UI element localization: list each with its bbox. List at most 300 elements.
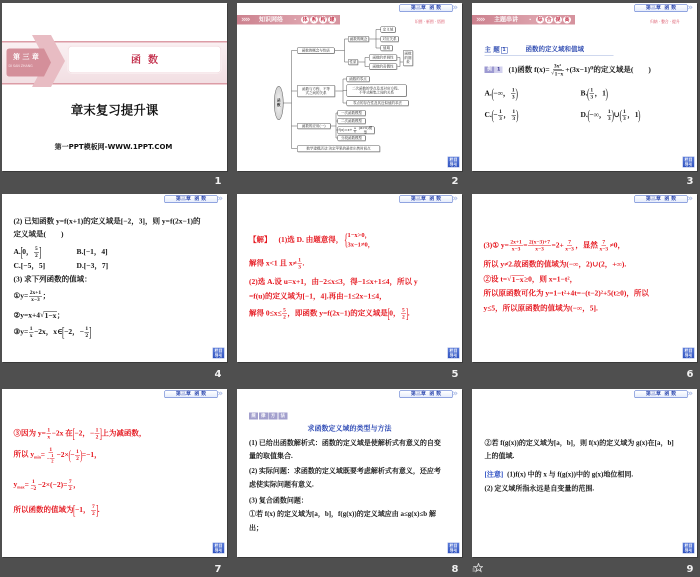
solution-text: ， xyxy=(73,480,81,489)
slide-thumbnail-2[interactable] xyxy=(237,3,462,171)
solution-text: . xyxy=(302,259,305,268)
chapter-badge: 第三章 函 数 xyxy=(165,196,218,204)
brace: { xyxy=(343,230,348,249)
radical-sign: √ xyxy=(551,69,555,76)
section-nav-button[interactable] xyxy=(448,543,460,554)
slide-thumbnail-7[interactable] xyxy=(2,389,227,557)
question-text: (2) 已知函数 y=f(x+1)的定义域是[−2，3]，则 y=f(2x−1)的 xyxy=(13,217,201,226)
title-box xyxy=(68,46,221,73)
denominator: 2 xyxy=(85,332,89,339)
solution-tag: 【解】 xyxy=(249,235,272,244)
bracket: [ xyxy=(72,425,75,441)
numerator: 7 xyxy=(602,239,606,246)
nav-label: 导引 xyxy=(214,353,223,358)
circled-char: 体 xyxy=(302,17,308,23)
fraction xyxy=(29,290,42,303)
fraction xyxy=(598,239,609,252)
denominator: 2 xyxy=(76,455,79,462)
slide-number: 6 xyxy=(686,369,694,380)
numerator: 1 xyxy=(85,325,89,332)
numerator: 1 xyxy=(31,478,35,485)
option-label: D. xyxy=(580,110,588,119)
numerator: 2x+1 xyxy=(510,239,522,246)
circled-char: 合 xyxy=(546,17,552,23)
example-number: 1 xyxy=(495,67,503,74)
slide-thumbnail-9[interactable] xyxy=(472,389,697,557)
topic-number: 1 xyxy=(502,47,506,53)
slide-canvas xyxy=(2,3,227,171)
fraction xyxy=(29,479,37,492)
denominator: x−3 xyxy=(511,245,521,252)
chapter-badge: 第三章 函 数 xyxy=(400,196,453,204)
double-chevron-right-icon: » xyxy=(687,194,693,204)
item-text: y= xyxy=(20,327,29,336)
slide-canvas: 第三章 函 数 » ②若 f(g(x))的定义域为[a，b]，则 f(x)的定义域为 g(x)在[a，b] 上的值域. [注意] (1)f(x) 中的 x 与 f(g(x))中的 g(x)地位相同. (2) 定义域所指永远是自变量的范围. 栏目 导引 xyxy=(484,389,693,553)
radicand: 1−x xyxy=(44,311,57,320)
node-text: f(x)=x+ xyxy=(338,128,353,133)
denominator: 3 xyxy=(590,93,594,100)
chapter-badge: 第三章 函 数 xyxy=(400,5,453,13)
denominator: 2 xyxy=(95,433,99,440)
equation: 1−x>0， xyxy=(347,231,372,239)
option-text: ，1 xyxy=(627,110,639,119)
solution-text: 所以函数的值域为 xyxy=(13,505,74,514)
numerator: 1 xyxy=(590,87,594,94)
denominator: −2 xyxy=(30,485,37,492)
nav-label: 栏目 xyxy=(684,543,693,548)
item-label: ③ xyxy=(13,327,21,336)
fraction xyxy=(297,257,302,270)
solution-text: (3)① y= xyxy=(483,241,509,250)
solution-text: 解得 0≤x≤ xyxy=(249,309,282,318)
chapter-pinyin: DI SAN ZHANG xyxy=(8,64,33,68)
bracket: ] xyxy=(38,244,42,260)
numerator: 1 xyxy=(76,448,79,455)
denominator: 2 xyxy=(92,510,95,517)
item-label: ① xyxy=(13,291,21,300)
circled-char: 高 xyxy=(564,17,570,23)
mindmap-node: 二次函数模型 xyxy=(338,118,366,124)
fraction xyxy=(29,326,34,339)
bracket: ( xyxy=(491,85,494,101)
fraction xyxy=(46,427,51,440)
mindmap-node: 值域 xyxy=(381,45,393,51)
slide-thumbnail-6[interactable] xyxy=(472,194,697,362)
slide-number: 3 xyxy=(686,176,694,187)
denominator: 2 xyxy=(35,252,38,259)
question-text: (3) 求下列函数的值域： xyxy=(13,275,92,284)
mindmap-node: 零点的存在性及其近似值的求法 xyxy=(347,100,409,106)
slide-thumbnail-5[interactable] xyxy=(237,194,462,362)
bracket: ] xyxy=(405,305,409,321)
solution-text: 0， xyxy=(389,309,401,318)
denominator: x−3 xyxy=(565,245,574,252)
slide-canvas: 第三章 函 数 » 规 律 方 法 求函数定义域的类型与方法 (1) 已给出函数解析式：函数的定义域是使解析式有意义的自变 量的取值集合. (2) 实际问题：求函数的定义域既要考虑解析式有意义，还应考 虑使实际问题有意义. (3) 复合函数问题： ①若 f(x) 的定义域为[a，b]，f(g(x))的定义域应由 a≤g(x)≤b 解 出； 栏目 导引 xyxy=(237,389,462,557)
option-text: 0， xyxy=(22,247,34,256)
section-motto: 归纳 · 整合 · 提升 xyxy=(650,19,680,24)
separator-dot: · xyxy=(294,16,297,23)
option-label: B. xyxy=(76,247,84,256)
option-text: ∪ xyxy=(613,110,620,119)
note-text: (1)f(x) 中的 x 与 f(g(x))中的 g(x)地位相同. xyxy=(507,471,634,479)
bracket: [ xyxy=(20,244,23,260)
slide-title: 函 数 xyxy=(131,53,158,66)
solution-text: = xyxy=(24,480,29,489)
slide-number: 2 xyxy=(451,176,459,187)
slide-number: 9 xyxy=(686,564,694,575)
numerator: 5 xyxy=(283,307,286,314)
circled-char: 构 xyxy=(320,17,326,23)
nav-label: 栏目 xyxy=(684,157,693,162)
slide-footer: 第一PPT模板网-WWW.1PPT.COM xyxy=(54,143,173,151)
slide-number: 4 xyxy=(214,369,222,380)
fraction xyxy=(353,127,357,134)
bracket: ) xyxy=(637,107,641,123)
denominator xyxy=(46,453,56,464)
equation-system xyxy=(347,231,374,250)
mindmap-node: 数学建模活动:决定苹果的最佳出售时间点 xyxy=(297,146,380,153)
example-label: 例 xyxy=(485,67,495,74)
denominator: x xyxy=(47,433,51,440)
circled-char: 系 xyxy=(311,17,317,23)
y-min-label xyxy=(14,451,41,460)
bracket: ( xyxy=(68,447,71,463)
numerator: 2(x−3)+7 xyxy=(529,239,550,246)
denominator: 2 xyxy=(402,313,405,320)
item-text: ； xyxy=(56,311,65,320)
bracket: [ xyxy=(62,324,65,340)
example-tag xyxy=(485,67,503,74)
section-nav-button[interactable] xyxy=(683,157,695,168)
bracket: ) xyxy=(605,85,608,101)
radical-sign: √ xyxy=(40,310,45,319)
denominator: x−3 xyxy=(31,296,40,303)
denominator: x−3 xyxy=(535,245,544,252)
nav-label: 导引 xyxy=(449,353,458,358)
mindmap-node: 函数的图象 xyxy=(404,51,412,65)
solution-text: 所以 y xyxy=(13,450,35,459)
double-chevron-right-icon: » xyxy=(217,194,223,204)
bracket: [ xyxy=(73,502,76,518)
denominator: x xyxy=(29,332,33,339)
nav-label: 栏目 xyxy=(214,543,223,548)
topic-tag-label: 主 题 xyxy=(484,46,500,54)
header-chevron-icon: »» xyxy=(476,14,484,25)
question-text: 的定义域是( ) xyxy=(593,65,651,74)
option-text: [−3，7] xyxy=(83,261,109,270)
item-text: ； xyxy=(42,291,51,300)
section-motto: 识图 · 析图 · 悟图 xyxy=(415,19,445,24)
circled-char: 综 xyxy=(537,17,543,23)
nav-label: 栏目 xyxy=(449,157,458,162)
chapter-badge: 第三章 函 数 xyxy=(635,391,688,399)
separator-dot: · xyxy=(529,16,532,23)
solution-text: =2+ xyxy=(551,241,564,250)
mindmap-node: 性质 xyxy=(349,59,357,64)
bracket: ( xyxy=(587,107,590,123)
bracket: ) xyxy=(515,85,519,101)
bracket: [ xyxy=(387,305,390,321)
mindmap-node: 函数的零点 xyxy=(347,76,370,82)
item-text: −2x，x∈ xyxy=(34,327,63,336)
solution-text: ③因为 y= xyxy=(13,429,46,438)
slide-thumbnail-8[interactable] xyxy=(237,389,462,557)
method-title: 求函数定义域的类型与方法 xyxy=(307,424,392,433)
solution-text: 所以原函数可化为 y=1−t²+4t=−(t−2)²+5(t≥0)，所以 xyxy=(483,289,649,298)
slide-canvas xyxy=(237,3,462,171)
option-label: C. xyxy=(484,110,492,119)
numerator: 5 xyxy=(35,245,38,252)
option-label: A. xyxy=(13,247,21,256)
solution-text: =f(u)的定义域为[−1，4].再由−1≤2x−1≤4， xyxy=(249,292,387,301)
numerator: 3x² xyxy=(553,63,562,70)
question-text: (1)函数 f(x)= xyxy=(508,65,550,74)
section-nav-button[interactable] xyxy=(683,543,695,554)
item-label: ② xyxy=(13,311,21,320)
numerator: 1 xyxy=(51,453,54,459)
slide-thumbnail-3[interactable] xyxy=(472,3,697,171)
fraction xyxy=(528,239,551,252)
subscript: max xyxy=(17,484,25,490)
option-text: −∞， xyxy=(589,110,607,119)
slide-number: 7 xyxy=(214,564,222,575)
solution-text: =−1， xyxy=(81,450,102,459)
mindmap-node: 定义域 xyxy=(381,27,396,33)
solution-text: ②设 t= xyxy=(483,275,508,284)
bracket: ) xyxy=(516,107,519,123)
tag-char: 规 xyxy=(249,413,258,420)
fraction xyxy=(282,307,287,320)
option-text: [−5，5] xyxy=(20,261,46,270)
mindmap-node xyxy=(338,127,375,135)
numerator: 1 xyxy=(49,446,53,453)
mindmap-node: 一次函数模型 xyxy=(338,110,366,116)
solution-text: = xyxy=(40,450,46,459)
nav-label: 栏目 xyxy=(214,348,223,353)
slide-thumbnail-1[interactable] xyxy=(2,3,227,171)
circled-char: 提 xyxy=(555,17,561,23)
radical-sign: √ xyxy=(507,274,512,283)
section-title: 知识网络 xyxy=(259,16,284,23)
denominator: 3 xyxy=(298,263,302,270)
fraction xyxy=(46,446,56,463)
solution-text: . xyxy=(407,309,410,318)
solution-text: ≠0， xyxy=(609,241,625,250)
solution-text: y xyxy=(13,480,18,489)
square-root xyxy=(40,311,57,320)
mindmap-node: 函数与方程、不等式之间的关系 xyxy=(297,85,335,97)
circled-char: 建 xyxy=(329,17,335,23)
chapter-label: 第 三 章 xyxy=(13,53,39,61)
option-label: C. xyxy=(13,261,21,270)
square-root xyxy=(551,70,564,77)
solution-text: 上为减函数， xyxy=(101,429,147,438)
nav-label: 导引 xyxy=(684,548,693,553)
topic-title: 函数的定义域和值域 xyxy=(525,45,585,53)
nav-label: 导引 xyxy=(684,162,693,167)
option-text: [−1，4] xyxy=(83,247,108,256)
solution-text: ，即函数 y=f(2x−1)的定义域是 xyxy=(287,309,388,318)
solution-text: (1)选 D. 由题意得， xyxy=(278,235,344,244)
denominator: 3 xyxy=(622,115,626,122)
slide-subtitle: 章末复习提升课 xyxy=(70,103,159,118)
option-text: −∞， xyxy=(493,89,511,98)
double-chevron-right-icon: » xyxy=(217,389,223,399)
nav-label: 导引 xyxy=(684,353,693,358)
solution-text: y≤5，所以原函数的值域为(−∞，5]. xyxy=(483,304,598,313)
solution-text: ≥0，则 x=1−t²， xyxy=(524,275,578,284)
solution-text: −2，− xyxy=(74,429,95,438)
topic-tag xyxy=(485,46,508,54)
mindmap-node: 函数的奇偶性 xyxy=(369,64,397,70)
fraction xyxy=(586,85,594,101)
section-subtitle xyxy=(536,16,572,24)
solution-text: . xyxy=(97,505,100,514)
chapter-badge: 第三章 函 数 xyxy=(635,5,688,13)
equation: 3x−1≠0， xyxy=(347,240,375,248)
solution-text: (2)选 A.设 u=x+1，由−2≤x≤3，得−1≤x+1≤4，所以 y xyxy=(249,277,418,286)
mindmap-node: 函数的概念 xyxy=(349,36,368,41)
slide-canvas xyxy=(472,3,697,171)
slide-number: 5 xyxy=(451,369,459,380)
subscript: min xyxy=(34,454,41,460)
bracket: ) xyxy=(79,447,83,463)
mindmap-node: 分段函数模型 xyxy=(338,135,366,141)
tag-char: 方 xyxy=(269,413,278,420)
section-nav-button[interactable] xyxy=(213,348,225,359)
animation-star-icon[interactable] xyxy=(472,563,483,573)
slide-canvas xyxy=(472,194,697,362)
option-label: B. xyxy=(580,89,588,98)
option-text: ， xyxy=(503,110,511,119)
section-title: 主题串讲 xyxy=(494,16,519,23)
fraction xyxy=(50,453,54,464)
fraction xyxy=(509,239,522,252)
topic-underline xyxy=(485,55,614,56)
denominator: x xyxy=(353,130,356,134)
fraction xyxy=(550,63,565,77)
section-nav-button[interactable] xyxy=(213,543,225,554)
tag-char: 律 xyxy=(259,413,268,420)
mindmap-node: 函数的应用(一) xyxy=(297,123,331,129)
bracket: ) xyxy=(611,107,615,123)
slide-number: 1 xyxy=(214,176,222,187)
numerator: a xyxy=(353,126,356,130)
numerator: 1 xyxy=(298,257,302,264)
section-nav-button[interactable] xyxy=(683,348,695,359)
fraction xyxy=(564,239,575,252)
node-text: (a>0)模型 xyxy=(358,126,373,135)
solution-text: = xyxy=(523,241,528,250)
numerator: 2x+1 xyxy=(29,289,42,296)
denominator: 2 xyxy=(68,485,72,492)
numerator: 1 xyxy=(512,108,516,115)
mindmap-node: 函数的单调性 xyxy=(369,55,397,61)
denominator: 2 xyxy=(283,313,286,320)
slide-thumbnail-4[interactable] xyxy=(2,194,227,362)
option-label: A. xyxy=(484,89,492,98)
numerator: 5 xyxy=(402,307,405,314)
bracket: ( xyxy=(491,107,494,123)
chapter-badge: 第三章 函 数 xyxy=(165,391,218,399)
double-chevron-right-icon: » xyxy=(687,389,693,399)
slide-canvas xyxy=(237,194,462,362)
section-nav-button[interactable] xyxy=(448,348,460,359)
question-text: 定义域是( ) xyxy=(13,230,64,239)
fraction xyxy=(498,109,503,122)
mindmap-root: 函数 xyxy=(274,86,284,120)
note-tag: [注意] xyxy=(484,471,504,479)
bracket: ] xyxy=(95,502,99,518)
double-chevron-right-icon: » xyxy=(452,194,458,204)
slide-canvas xyxy=(2,389,227,557)
item-text: −2，− xyxy=(64,327,84,336)
denominator: 3 xyxy=(512,115,516,122)
radicand: 1−x xyxy=(554,70,564,77)
slide-canvas xyxy=(2,194,227,362)
header-chevron-icon: »» xyxy=(241,14,249,25)
numerator: 7 xyxy=(92,503,95,510)
nav-label: 导引 xyxy=(449,548,458,553)
item-text: y=x+4 xyxy=(20,311,41,320)
numerator: 1 xyxy=(622,108,626,115)
numerator: 1 xyxy=(29,325,33,332)
y-max-label xyxy=(14,481,25,490)
solution-text: −2× xyxy=(56,450,69,459)
denominator: 3 xyxy=(511,93,515,100)
double-chevron-right-icon: » xyxy=(452,3,458,13)
sign: − xyxy=(46,455,50,462)
mindmap-node: 函数的概念与性质 xyxy=(297,48,335,54)
numerator: 7 xyxy=(68,478,72,485)
tag-char: 法 xyxy=(278,413,287,420)
solution-text: 解得 x<1 且 x≠ xyxy=(249,259,297,268)
section-nav-button[interactable] xyxy=(448,157,460,168)
option-text: − xyxy=(493,110,498,119)
nav-label: 栏目 xyxy=(449,348,458,353)
solution-text: 所以 y≠2.故函数的值域为(−∞，2)∪(2，+∞). xyxy=(483,260,627,269)
nav-label: 导引 xyxy=(214,548,223,553)
denominator: 3 xyxy=(499,115,502,122)
slide-number: 8 xyxy=(451,564,459,575)
method-tag xyxy=(249,413,288,420)
solution-text: ，显然 xyxy=(575,241,598,250)
bracket: ( xyxy=(586,85,590,101)
chapter-badge: 第三章 函 数 xyxy=(400,391,453,399)
denominator: x−3 xyxy=(599,245,609,252)
bracket: ] xyxy=(99,425,102,441)
numerator: 1 xyxy=(95,427,99,434)
numerator: 1 xyxy=(499,108,502,115)
fraction xyxy=(68,479,73,492)
option-label: D. xyxy=(76,261,84,270)
solution-text: −2x 在 xyxy=(51,429,73,438)
mindmap-node: 对应关系 xyxy=(382,36,397,41)
solution-text: −2×(−2)= xyxy=(37,480,68,489)
square-root xyxy=(507,275,524,284)
question-text: +(3x−1)⁰ xyxy=(565,65,594,74)
option-text: ，1 xyxy=(594,89,606,98)
radicand: 1−x xyxy=(511,275,524,284)
numerator: 1 xyxy=(607,108,611,115)
fraction xyxy=(622,109,627,122)
denominator: 3 xyxy=(607,115,611,122)
chapter-badge: 第三章 函 数 xyxy=(635,196,688,204)
solution-text: − xyxy=(70,450,75,459)
denominator: 2 xyxy=(51,458,54,464)
mindmap-node: 二次函数的零点及其对应方程、不等式解集之间的关系 xyxy=(347,85,407,97)
denominator xyxy=(550,70,565,77)
